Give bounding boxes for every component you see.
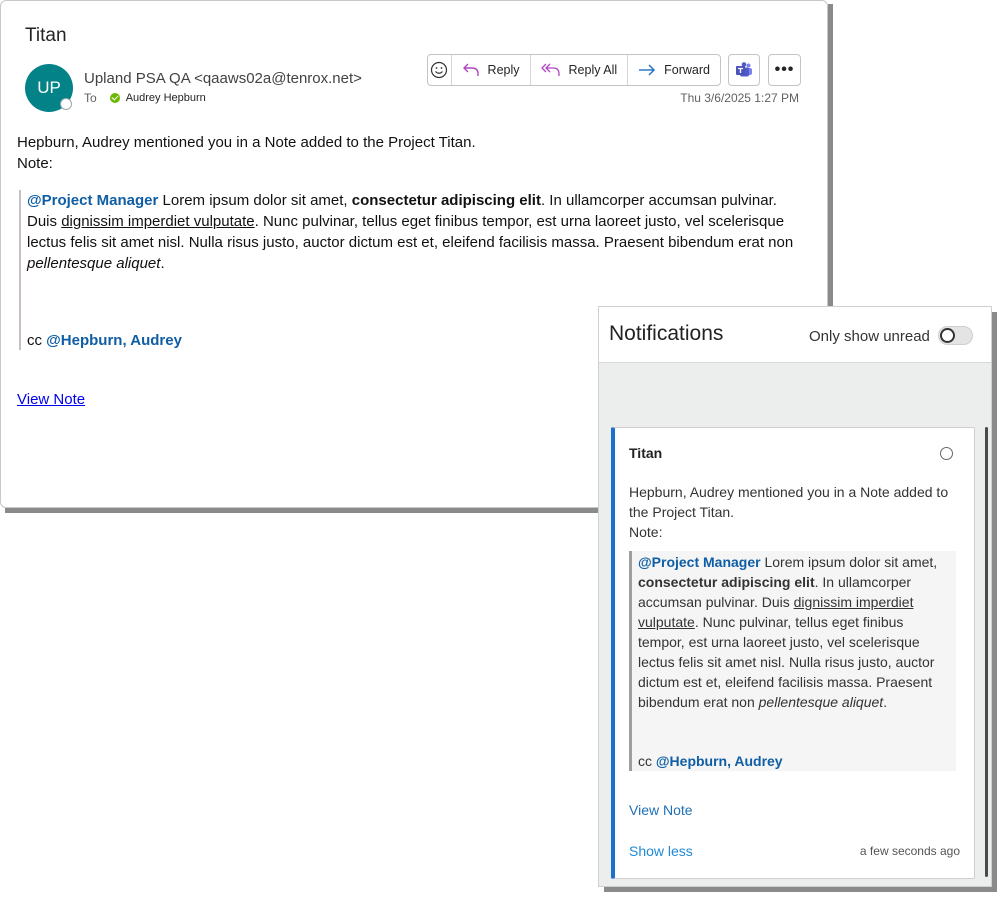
mention-project-manager[interactable]: @Project Manager bbox=[27, 192, 159, 209]
show-less-link[interactable]: Show less bbox=[629, 843, 693, 859]
panel-shadow bbox=[992, 312, 997, 892]
only-unread-label: Only show unread bbox=[809, 328, 930, 345]
notifications-header bbox=[599, 307, 991, 363]
note-text: . In ullamcorper accumsan pulvinar. Duis bbox=[638, 574, 912, 610]
avatar-initials: UP bbox=[37, 78, 61, 97]
reply-button[interactable] bbox=[452, 55, 531, 85]
mark-read-circle-icon[interactable] bbox=[940, 447, 953, 460]
note-italic-text: pellentesque aliquet bbox=[27, 255, 161, 272]
forward-button[interactable] bbox=[628, 55, 720, 85]
mention-hepburn-audrey[interactable]: @Hepburn, Audrey bbox=[655, 753, 783, 769]
email-body-intro bbox=[17, 132, 476, 174]
notification-message bbox=[629, 482, 964, 542]
presence-status-icon bbox=[60, 98, 72, 110]
notification-line-2: Note: bbox=[629, 524, 663, 540]
to-line bbox=[84, 91, 206, 105]
teams-button[interactable] bbox=[728, 54, 760, 86]
reply-all-label: Reply All bbox=[568, 63, 618, 77]
reply-label: Reply bbox=[487, 63, 520, 77]
notification-note-paragraph bbox=[638, 552, 950, 712]
note-text: . Nunc pulvinar, tellus eget finibus tempor, est urna laoreet justo, vel scelerisque lectus felis sit amet nisl. Nulla risus justo, auctor dictum est et, eleifend facilisis massa. Praesent bibendum erat non bbox=[638, 614, 935, 710]
react-button[interactable] bbox=[428, 55, 452, 85]
note-bold-text: consectetur adipiscing elit bbox=[638, 574, 815, 590]
window-shadow bbox=[5, 508, 599, 513]
reply-icon bbox=[462, 62, 480, 78]
notifications-title: Notifications bbox=[609, 322, 724, 345]
cc-prefix: cc bbox=[27, 332, 47, 349]
mention-hepburn-audrey[interactable]: @Hepburn, Audrey bbox=[46, 332, 182, 349]
forward-arrow-icon bbox=[638, 63, 656, 77]
notification-view-note-link[interactable]: View Note bbox=[629, 802, 693, 818]
note-underlined-text: dignissim imperdiet vulputate bbox=[638, 594, 914, 630]
view-note-link[interactable]: View Note bbox=[17, 391, 86, 408]
notification-cc-line bbox=[638, 751, 783, 771]
body-line-2: Note: bbox=[17, 155, 53, 172]
panel-scrollbar[interactable] bbox=[985, 427, 988, 877]
recipient-name[interactable]: Audrey Hepburn bbox=[125, 92, 206, 104]
panel-shadow bbox=[604, 887, 997, 892]
note-text: . Nunc pulvinar, tellus eget finibus tempor, est urna laoreet justo, vel scelerisque lectus felis sit amet nisl. Nulla risus justo, auctor dictum est et, eleifend facilisis massa. Praesent bibendum erat non bbox=[27, 213, 794, 251]
notification-line-1: Hepburn, Audrey mentioned you in a Note added to the Project Titan. bbox=[629, 484, 949, 520]
window-shadow bbox=[828, 4, 833, 306]
note-text: Lorem ipsum dolor sit amet, bbox=[158, 192, 352, 209]
only-unread-toggle[interactable] bbox=[938, 326, 973, 345]
notification-title: Titan bbox=[629, 445, 663, 461]
check-circle-icon bbox=[110, 93, 120, 103]
message-timestamp: Thu 3/6/2025 1:27 PM bbox=[680, 91, 799, 105]
notification-note-quote bbox=[629, 551, 956, 771]
note-italic-text: pellentesque aliquet bbox=[758, 694, 884, 710]
email-subject: Titan bbox=[25, 25, 67, 46]
note-bold-text: consectetur adipiscing elit bbox=[351, 192, 541, 209]
reply-all-button[interactable] bbox=[531, 55, 629, 85]
notification-time: a few seconds ago bbox=[859, 844, 960, 858]
notification-card[interactable] bbox=[611, 427, 975, 879]
to-label: To bbox=[84, 91, 97, 105]
cc-prefix: cc bbox=[638, 753, 656, 769]
note-underlined-text: dignissim imperdiet vulputate bbox=[61, 213, 255, 230]
note-text: . bbox=[883, 694, 888, 710]
teams-icon bbox=[735, 61, 753, 79]
note-text: Lorem ipsum dolor sit amet, bbox=[760, 554, 938, 570]
forward-label: Forward bbox=[664, 63, 710, 77]
notifications-panel bbox=[598, 306, 992, 887]
note-text: . In ullamcorper accumsan pulvinar. Duis bbox=[27, 192, 777, 230]
mention-project-manager[interactable]: @Project Manager bbox=[638, 554, 761, 570]
cc-line bbox=[27, 330, 182, 351]
toggle-knob bbox=[940, 328, 955, 343]
reply-all-icon bbox=[541, 62, 561, 78]
more-icon: ••• bbox=[774, 61, 795, 78]
more-actions-button[interactable] bbox=[768, 54, 801, 86]
note-text: . bbox=[160, 255, 165, 272]
message-actions-toolbar bbox=[427, 54, 721, 86]
body-line-1: Hepburn, Audrey mentioned you in a Note added to the Project Titan. bbox=[17, 134, 476, 151]
emoji-smile-icon bbox=[430, 61, 448, 79]
note-paragraph bbox=[27, 190, 805, 274]
sender-address[interactable]: Upland PSA QA <qaaws02a@tenrox.net> bbox=[84, 70, 362, 87]
